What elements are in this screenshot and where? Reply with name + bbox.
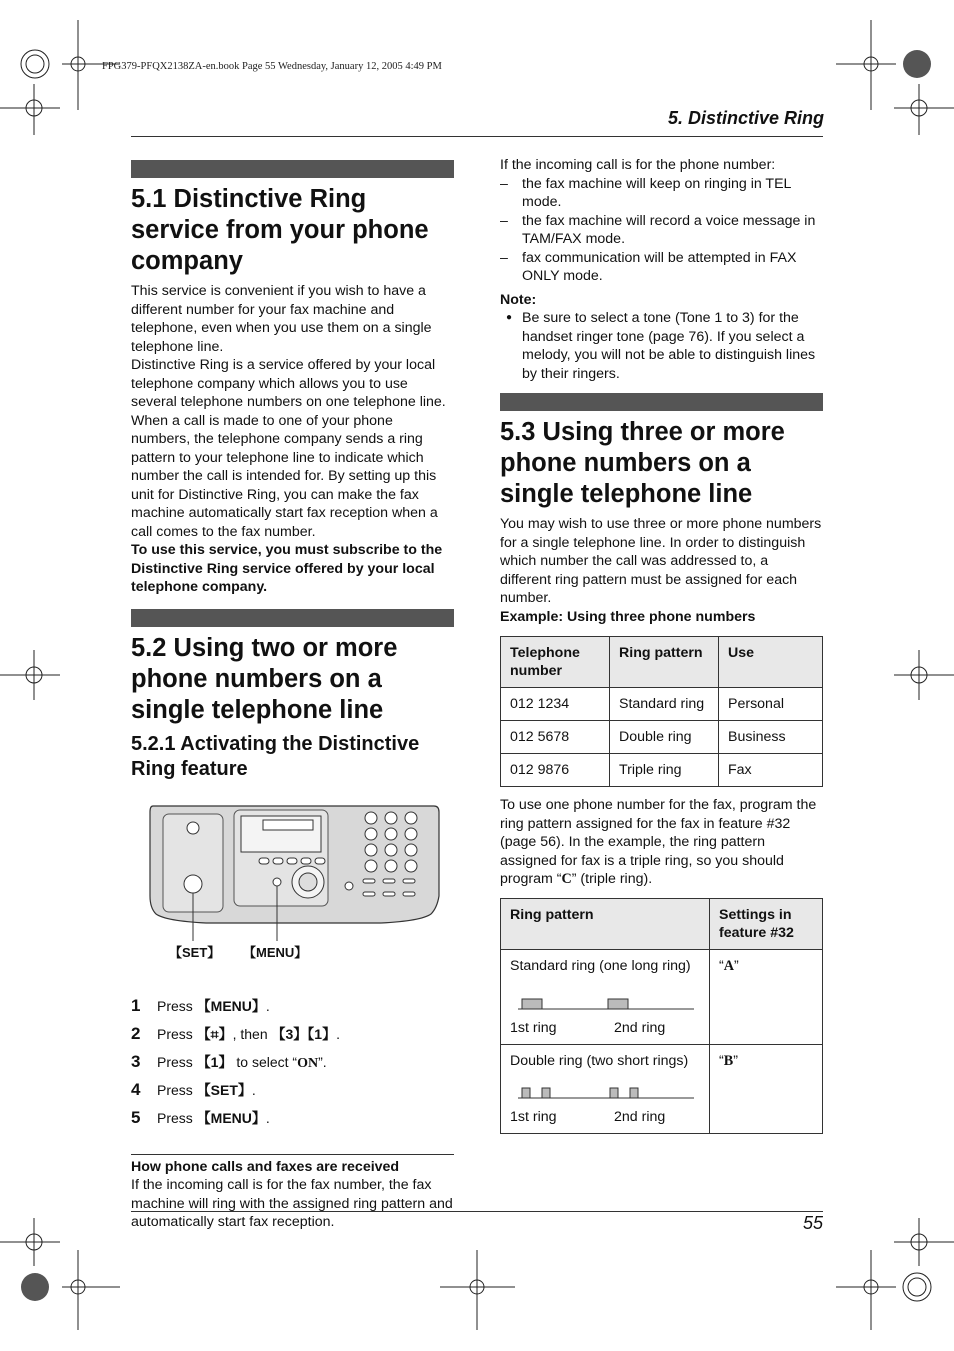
phone-numbers-table — [500, 636, 823, 787]
double-ring-pattern-icon — [510, 1078, 695, 1104]
phone-items-list — [500, 175, 823, 286]
how-received-text: If the incoming call is for the fax number, the fax machine will ring with the assigned ring pattern and automatically start fax reception. — [131, 1177, 453, 1230]
table-header: Telephone number — [501, 637, 610, 688]
running-header: 5. Distinctive Ring — [667, 108, 824, 128]
right-column — [500, 156, 823, 1134]
fax-machine-illustration — [131, 796, 454, 996]
book-info: FPG379-PFQX2138ZA-en.book Page 55 Wednesday, January 12, 2005 4:49 PM — [102, 61, 442, 72]
how-received-heading: How phone calls and faxes are received — [131, 1158, 400, 1175]
note-label: Note: — [500, 291, 537, 308]
set-callout: 【SET】 — [169, 944, 221, 960]
table-row: 012 1234 Standard ring Personal — [501, 688, 823, 721]
list-item: – fax communication will be attempted in FAX ONLY mode. — [500, 249, 823, 286]
s53-intro: You may wish to use three or more phone numbers for a single telephone line. In order to distinguish which number the call was addressed to, a different ring pattern must be assigned for each number. — [500, 516, 822, 606]
section-5-3-title: 5.3 Using three or more phone numbers on a single telephone line — [500, 418, 785, 508]
section-5-1-title: 5.1 Distinctive Ring service from your phone company — [131, 185, 429, 275]
s51-para1: This service is convenient if you wish to have a different number for your fax machine and telephone, even when you use them on a single telephone line. — [131, 283, 432, 355]
left-column — [131, 160, 454, 1232]
step-item: 4 Press 【SET】. — [131, 1079, 256, 1099]
step-item: 2 Press 【⌗】, then 【3】【1】. — [131, 1023, 340, 1043]
table-row: Double ring (two short rings) 1st ring 2nd ring “B” — [501, 1044, 823, 1133]
note-list — [500, 309, 823, 383]
page-number: 55 — [802, 1213, 823, 1233]
step-item: 3 Press 【1】 to select “ON”. — [131, 1051, 327, 1071]
table-header: Ring pattern — [610, 637, 719, 688]
footer-rule — [131, 1211, 823, 1212]
step-item: 5 Press 【MENU】. — [131, 1107, 270, 1127]
s53-program-para: To use one phone number for the fax, program the ring pattern assigned for the fax in feature #32 (page 56). In the example, the ring pattern assigned for fax is a triple ring, so you should program “C” (triple ring). — [500, 797, 817, 887]
steps-list — [131, 996, 454, 1136]
table-row: Standard ring (one long ring) 1st ring 2nd ring “A” — [501, 949, 823, 1044]
section-5-2-title: 5.2 Using two or more phone numbers on a single telephone line — [131, 633, 398, 724]
table-header: Settings in feature #32 — [710, 898, 823, 949]
section-bar — [500, 393, 823, 411]
phone-intro: If the incoming call is for the phone number: — [500, 157, 776, 173]
section-bar — [131, 609, 454, 627]
s51-para2: Distinctive Ring is a service offered by your local telephone company which allows you to use several telephone numbers on one telephone line. When a call is made to one of your phone numbers, the telephone company sends a ring pattern to your telephone line to indicate which number the call is intended for. By setting up this unit for Distinctive Ring, you can make the fax machine automatically start fax reception when a call comes to the fax number. — [131, 357, 446, 540]
ring-pattern-table — [500, 898, 823, 1134]
table-header: Use — [719, 637, 823, 688]
list-item: – the fax machine will record a voice message in TAM/FAX mode. — [500, 212, 823, 249]
step-item: 1 Press 【MENU】. — [131, 995, 270, 1015]
example-heading: Example: Using three phone numbers — [500, 608, 756, 625]
s51-subscribe-note: To use this service, you must subscribe to the Distinctive Ring service offered by your local telephone company. — [131, 542, 443, 595]
section-5-2-1-title: 5.2.1 Activating the Distinctive Ring feature — [131, 732, 420, 780]
how-received-block — [131, 1154, 454, 1232]
menu-callout: 【MENU】 — [243, 944, 308, 960]
standard-ring-pattern-icon — [510, 989, 695, 1015]
header-rule — [131, 136, 823, 137]
list-item: ● Be sure to select a tone (Tone 1 to 3) for the handset ringer tone (page 76). If you select a melody, you will not be able to distinguish lines by their ringers. — [500, 309, 823, 383]
table-header: Ring pattern — [501, 898, 710, 949]
table-row: 012 5678 Double ring Business — [501, 721, 823, 754]
section-bar — [131, 160, 454, 178]
list-item: – the fax machine will keep on ringing in TEL mode. — [500, 175, 823, 212]
table-row: 012 9876 Triple ring Fax — [501, 754, 823, 787]
